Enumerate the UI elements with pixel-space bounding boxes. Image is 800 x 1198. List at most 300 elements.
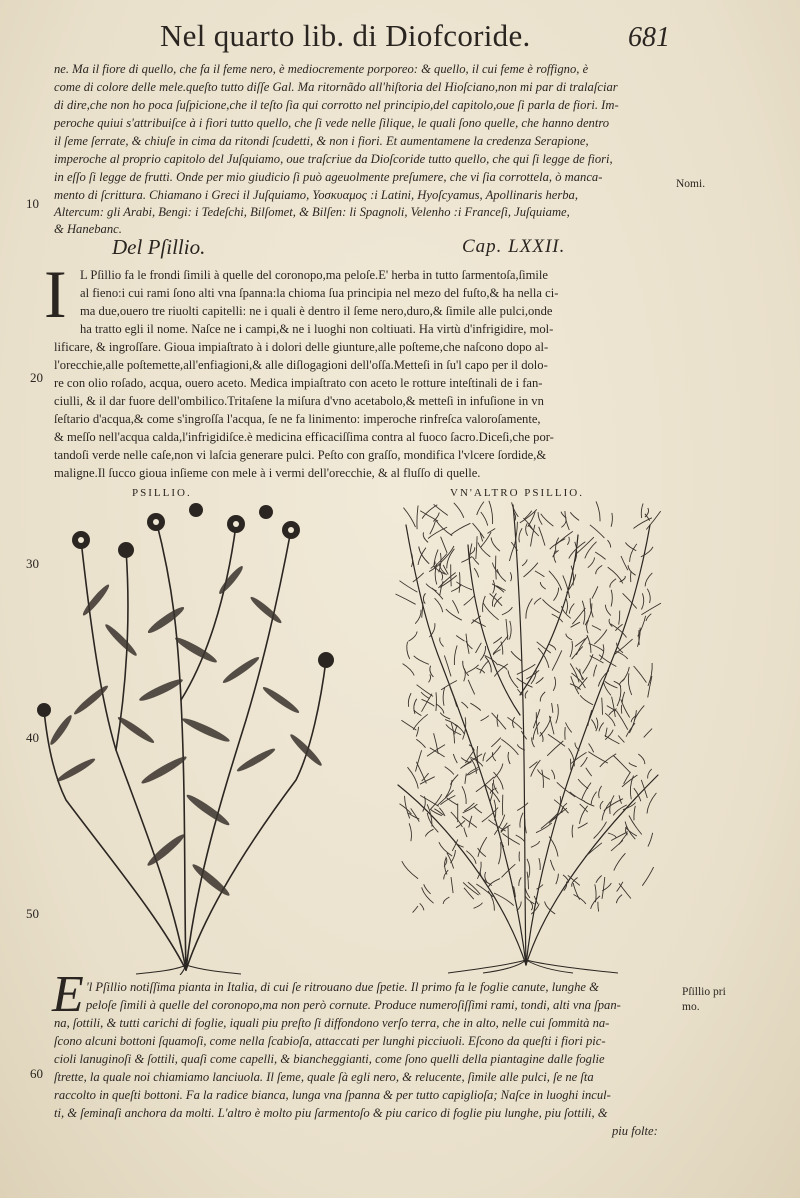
leaf-stroke: [531, 902, 533, 910]
leaf-stroke: [629, 763, 637, 767]
leaf-stroke: [416, 762, 426, 784]
leaf-stroke: [516, 835, 525, 842]
leaf-stroke: [617, 643, 623, 653]
leaf-stroke: [466, 634, 469, 654]
leaf-stroke: [493, 780, 498, 794]
leaf-stroke: [446, 609, 462, 620]
leaf-stroke: [494, 815, 505, 835]
text-line: ſtrette, la quale noi chiamiamo lanciuola. Il ſeme, quale ſà egli nero, & relucente, ſimile alle pulci, ſe ne ſta: [54, 1070, 594, 1084]
leaf-stroke: [510, 572, 511, 581]
leaf-stroke: [610, 579, 616, 588]
leaf-stroke: [519, 528, 522, 542]
text-line: ne. Ma il fiore di quello, che fa il feme nero, è mediocremente porporeo: & quello, il cui feme è roffigno, è: [54, 62, 589, 76]
margin-note-nomi: Nomi.: [676, 178, 706, 190]
leaf-stroke: [646, 614, 651, 621]
margin-note-psillio: Pſillio pri: [682, 986, 726, 998]
leaf-stroke: [408, 767, 419, 788]
leaf-stroke: [619, 679, 625, 685]
leaf-stroke: [491, 538, 500, 552]
text-line: ti, & ſeminaſi anchora da molti. L'altro è molto piu ſarmentoſo & piu carico di foglie piu lunghe, piu ſottili, &: [54, 1106, 608, 1120]
leaf-stroke: [589, 744, 594, 753]
leaf-stroke: [502, 864, 516, 877]
plate-caption-right: VN'ALTRO PSILLIO.: [450, 487, 584, 499]
leaf-stroke: [463, 804, 478, 813]
leaf-stroke: [408, 632, 417, 642]
leaf-stroke: [494, 893, 514, 906]
leaf-stroke: [647, 589, 650, 603]
leaf-stroke: [594, 822, 607, 839]
text-line: peloſe ſimili à quelle del coronopo,ma non però cornute. Produce numeroſiſſimi rami, tondi, alti vna ſpan-: [86, 998, 621, 1012]
leaf-stroke: [509, 545, 514, 561]
text-line: tandoſi verde nelle caſe,non vi laſcia generare pulci. Peſto con graſſo, mondifica l'vlcere ſordide,&: [54, 448, 547, 462]
leaf-stroke: [464, 828, 467, 838]
leaf-stroke: [596, 501, 600, 521]
leaf-stroke: [461, 557, 472, 563]
text-line: L Pſillio fa le frondi ſimili à quelle del coronopo,ma peloſe.E' herba in tutto ſarmentoſa,ſimile: [80, 268, 548, 282]
text-line: ſeſtario d'acqua,& come s'ingroſſa l'acqua, ſe ne fa linimento: imperoche rinfreſca valoroſamente,: [54, 412, 541, 426]
text-line: re con olio roſado, acqua, ouero aceto. Medica impiaſtrato con aceto le rotture inteſtinali de i fan-: [54, 376, 543, 390]
leaf-stroke: [451, 877, 453, 893]
leaf-stroke: [585, 843, 602, 857]
leaf-stroke: [465, 750, 474, 764]
leaf-stroke: [561, 519, 566, 528]
margin-note-psillio: mo.: [682, 1001, 700, 1013]
leaf-stroke: [422, 887, 434, 903]
leaf-stroke: [438, 573, 455, 588]
leaf-stroke: [427, 745, 445, 757]
leaf-stroke: [451, 523, 471, 535]
leaf-stroke: [609, 619, 612, 627]
leaf-stroke: [553, 677, 555, 691]
leaf-stroke: [582, 601, 585, 625]
line-number: 60: [30, 1066, 43, 1081]
leaf-stroke: [622, 692, 625, 704]
leaf-stroke: [608, 833, 616, 838]
leaf-stroke: [413, 906, 418, 913]
text-line: imperoche al proprio capitolo del Juſquiamo, oue traſcriue da Dioſcoride tutto quello, che qui ſi legge de fiori,: [54, 152, 613, 166]
leaf-stroke: [572, 646, 583, 659]
leaf-stroke: [535, 571, 545, 577]
leaf-stroke: [481, 716, 489, 721]
leaf-stroke: [600, 801, 603, 809]
leaf-stroke: [644, 729, 652, 738]
leaf-stroke: [423, 593, 425, 603]
leaf-stroke: [645, 508, 649, 517]
leaf-stroke: [441, 546, 455, 563]
leaf-stroke: [531, 841, 540, 847]
leaf-stroke: [478, 543, 490, 557]
leaf-stroke: [432, 588, 443, 599]
drop-cap: E: [52, 966, 84, 1023]
leaf-stroke: [594, 665, 597, 677]
leaf-stroke: [400, 581, 418, 592]
leaf-stroke: [534, 598, 541, 605]
leaf-stroke: [618, 736, 624, 743]
leaf-stroke: [525, 888, 530, 898]
leaf-stroke: [538, 512, 542, 525]
chapter-number: Cap. LXXII.: [462, 236, 566, 257]
leaf-stroke: [586, 768, 592, 776]
text-line: lificare, & ingroſſare. Gioua impiaſtrato à i dolori delle giunture,alle poſteme,che naſcono dopo al-: [54, 340, 549, 354]
leaf-stroke: [502, 607, 512, 615]
leaf-stroke: [549, 716, 554, 735]
leaf-stroke: [552, 650, 562, 670]
text-line: na, ſottili, & tutti carichi di foglie, iquali piu preſto ſi diffondono verſo terra, che in alto, nelle cui ſommità na-: [54, 1016, 610, 1030]
leaf-stroke: [566, 599, 567, 614]
leaf-stroke: [417, 506, 418, 530]
leaf-stroke: [526, 523, 528, 536]
leaf-stroke: [517, 664, 536, 674]
leaf-stroke: [447, 798, 458, 805]
leaf-stroke: [602, 802, 611, 821]
leaf-stroke: [540, 692, 545, 702]
leaf-stroke: [417, 685, 433, 697]
leaf-stroke: [541, 514, 554, 526]
leaf-stroke: [497, 569, 506, 581]
leaf-stroke: [517, 803, 528, 811]
leaf-stroke: [539, 527, 545, 546]
leaf-stroke: [550, 860, 554, 871]
leaf-stroke: [526, 599, 533, 619]
leaf-stroke: [582, 783, 591, 800]
line-number: 50: [26, 906, 39, 921]
leaf-stroke: [571, 622, 580, 627]
leaf-stroke: [508, 826, 509, 845]
leaf-stroke: [611, 624, 627, 638]
text-line: al fieno:i cui rami ſono alti vna ſpanna:la chioma ſua principia nel mezo del fuſto,& ha nella ci-: [80, 286, 559, 300]
leaf-stroke: [414, 656, 429, 665]
leaf-stroke: [413, 714, 428, 730]
leaf-stroke: [508, 752, 510, 764]
leaf-stroke: [459, 572, 460, 593]
leaf-stroke: [602, 698, 603, 715]
leaf-stroke: [473, 620, 486, 627]
leaf-stroke: [474, 568, 478, 577]
leaf-stroke: [641, 780, 647, 798]
leaf-stroke: [493, 637, 502, 643]
line-number: 10: [26, 196, 39, 211]
leaf-stroke: [580, 695, 593, 705]
leaf-stroke: [474, 903, 483, 909]
leaf-stroke: [476, 643, 482, 653]
leaf-stroke: [401, 720, 416, 730]
leaf-stroke: [641, 547, 653, 557]
leaf-stroke: [565, 511, 569, 530]
leaf-stroke: [596, 718, 598, 731]
leaf-stroke: [494, 772, 504, 789]
text-line: ſcono alcuni bottoni ſquamoſi, come nella ſcabioſa, attaccati per lunghi picciuoli. Eſcono da queſti i fiori pic-: [54, 1034, 606, 1048]
leaf-stroke: [450, 687, 457, 706]
leaf-stroke: [641, 504, 643, 519]
leaf-stroke: [557, 782, 575, 797]
leaf-stroke: [464, 888, 474, 899]
leaf-stroke: [443, 897, 449, 904]
leaf-stroke: [647, 793, 656, 814]
leaf-stroke: [616, 895, 622, 904]
leaf-stroke: [508, 717, 523, 729]
leaf-stroke: [509, 621, 511, 640]
altro-psillio-woodcut-illustration: [388, 495, 670, 975]
leaf-stroke: [592, 626, 601, 631]
leaf-stroke: [536, 823, 552, 833]
drop-cap: I: [44, 256, 67, 332]
leaf-stroke: [416, 750, 422, 771]
leaf-stroke: [611, 513, 612, 527]
text-line: peroche quiui s'attribuiſce à i fiori tutto quello, che ſi vede nelle ſilique, le quali ſono quelle, che hanno dentro: [54, 116, 610, 130]
leaf-stroke: [493, 580, 495, 593]
leaf-stroke: [617, 685, 621, 706]
text-line: mento di ſcrittura. Chiamano i Greci il Juſquiamo, Υοσκυαμος :i Latini, Hyoſcyamus, Apollinaris herba,: [54, 188, 578, 202]
leaf-stroke: [581, 757, 588, 767]
leaf-stroke: [617, 711, 628, 729]
leaf-stroke: [451, 564, 452, 586]
leaf-stroke: [491, 738, 501, 747]
leaf-stroke: [496, 556, 497, 580]
leaf-stroke: [549, 571, 562, 591]
leaf-stroke: [464, 669, 466, 682]
leaf-stroke: [552, 614, 563, 622]
leaf-stroke: [489, 879, 501, 887]
leaf-stroke: [450, 775, 458, 785]
leaf-stroke: [452, 600, 458, 613]
leaf-stroke: [628, 673, 631, 695]
leaf-stroke: [595, 552, 605, 559]
text-line: il ſeme ſerrate, & chiuſe in cima da ritondi ſcudetti, & non i fiori. Et aumentamene la credenza Serapione,: [54, 134, 589, 148]
leaf-stroke: [454, 503, 464, 518]
leaf-stroke: [540, 582, 545, 589]
leaf-stroke: [436, 692, 437, 711]
leaf-stroke: [424, 884, 431, 894]
leaf-stroke: [538, 769, 550, 779]
leaf-stroke: [634, 806, 635, 820]
text-line: l'orecchie,alle poſtemette,all'enfiagioni,& alle diſlogagioni dell'oſſa.Metteſi in ſu'l capo per il dolo-: [54, 358, 548, 372]
leaf-stroke: [594, 630, 607, 645]
leaf-stroke: [435, 598, 443, 612]
leaf-stroke: [501, 739, 518, 755]
leaf-stroke: [588, 558, 595, 568]
leaf-stroke: [497, 715, 498, 727]
leaf-stroke: [583, 654, 594, 673]
leaf-stroke: [477, 746, 478, 763]
leaf-stroke: [499, 842, 502, 864]
text-line: ha tratto egli il nome. Naſce ne i campi,& ne i luoghi non coltiuati. Ha virtù d'infrigidire, mol-: [80, 322, 554, 336]
leaf-stroke: [465, 773, 466, 783]
leaf-stroke: [552, 770, 555, 779]
leaf-stroke: [434, 550, 438, 565]
leaf-stroke: [638, 754, 645, 764]
leaf-stroke: [607, 706, 617, 712]
leaf-stroke: [508, 670, 518, 688]
leaf-stroke: [528, 525, 539, 536]
leaf-stroke: [648, 676, 652, 698]
leaf-stroke: [590, 525, 605, 538]
line-number: 40: [26, 730, 39, 745]
leaf-stroke: [598, 902, 599, 912]
leaf-stroke: [451, 723, 454, 744]
leaf-stroke: [608, 567, 623, 583]
leaf-stroke: [476, 777, 494, 792]
leaf-stroke: [461, 702, 468, 708]
psillio-woodcut-illustration: [36, 500, 336, 975]
leaf-stroke: [576, 668, 583, 681]
leaf-stroke: [572, 608, 585, 624]
leaf-stroke: [464, 596, 475, 606]
leaf-stroke: [591, 719, 595, 728]
leaf-stroke: [552, 703, 553, 713]
leaf-stroke: [576, 636, 588, 655]
leaf-stroke: [628, 565, 636, 575]
leaf-stroke: [566, 634, 572, 640]
leaf-stroke: [612, 697, 616, 717]
leaf-stroke: [529, 762, 537, 768]
leaf-stroke: [402, 861, 418, 879]
leaf-stroke: [473, 523, 485, 538]
leaf-stroke: [605, 605, 611, 616]
leaf-stroke: [569, 604, 574, 614]
leaf-stroke: [407, 642, 410, 659]
leaf-stroke: [641, 603, 661, 615]
text-line: raccolto in queſti bottoni. Fa la radice bianca, lunga vna ſpanna & per tutto capiglioſa; Naſce in luoghi incul-: [54, 1088, 611, 1102]
leaf-stroke: [605, 713, 615, 726]
leaf-stroke: [614, 853, 626, 870]
leaf-stroke: [480, 660, 489, 673]
leaf-stroke: [619, 611, 620, 625]
text-line: & meſſo nell'acqua calda,l'infrigidiſce.è medicina efficaciſſima contra al fuoco ſacro.Diceſi,che por-: [54, 430, 554, 444]
leaf-stroke: [609, 709, 617, 716]
leaf-stroke: [520, 509, 537, 523]
leaf-stroke: [519, 877, 521, 886]
leaf-stroke: [525, 691, 528, 699]
leaf-stroke: [596, 876, 602, 883]
leaf-stroke: [480, 646, 485, 661]
leaf-stroke: [430, 521, 436, 535]
leaf-stroke: [611, 590, 612, 607]
leaf-stroke: [483, 753, 486, 762]
leaf-stroke: [511, 651, 522, 661]
leaf-stroke: [474, 806, 482, 813]
leaf-stroke: [416, 739, 425, 748]
leaf-stroke: [605, 728, 607, 737]
leaf-stroke: [548, 734, 565, 746]
leaf-stroke: [423, 532, 428, 542]
text-line: ma due,ouero tre riuolti capitelli: ne i quali è dentro il ſeme nero,duro,& ſimile alle pulci,onde: [80, 304, 553, 318]
leaf-stroke: [638, 616, 646, 637]
leaf-stroke: [456, 582, 472, 590]
leaf-stroke: [599, 723, 604, 732]
leaf-stroke: [441, 537, 448, 553]
leaf-stroke: [642, 593, 644, 609]
leaf-stroke: [431, 794, 442, 809]
leaf-stroke: [596, 565, 603, 574]
leaf-stroke: [648, 833, 653, 847]
catchword: piu folte:: [612, 1124, 658, 1138]
leaf-stroke: [570, 641, 572, 657]
leaf-stroke: [436, 704, 444, 714]
leaf-stroke: [591, 792, 597, 805]
text-line: cioli lanuginoſi & ſottili, quaſi come capelli, & biancheggianti, come ſono quelli della piantagine dalle foglie: [54, 1052, 605, 1066]
leaf-stroke: [630, 544, 637, 562]
leaf-stroke: [488, 891, 494, 911]
leaf-stroke: [416, 727, 418, 737]
leaf-stroke: [440, 713, 450, 720]
leaf-stroke: [578, 779, 588, 789]
leaf-stroke: [621, 556, 628, 570]
leaf-stroke: [536, 677, 544, 683]
leaf-stroke: [429, 674, 431, 682]
leaf-stroke: [577, 537, 594, 553]
leaf-stroke: [443, 687, 445, 706]
leaf-stroke: [454, 646, 457, 666]
leaf-stroke: [646, 511, 660, 529]
leaf-stroke: [413, 573, 424, 582]
leaf-stroke: [580, 806, 588, 824]
text-line: maligne.Il ſucco gioua inſieme con mele à i vermi dell'orecchie, & al fluſſo di quelle.: [54, 466, 481, 480]
leaf-stroke: [409, 823, 411, 841]
leaf-stroke: [486, 746, 501, 762]
leaf-stroke: [622, 775, 638, 787]
leaf-stroke: [575, 743, 579, 751]
leaf-stroke: [556, 704, 559, 723]
leaf-stroke: [440, 638, 444, 647]
text-line: in eſſo ſi legge de frutti. Onde per mio giudicio ſi può ageuolmente preſumere, che vi ſia corrottela, ò manca-: [54, 170, 603, 184]
leaf-stroke: [566, 723, 572, 733]
leaf-stroke: [531, 760, 541, 777]
leaf-stroke: [403, 508, 415, 527]
leaf-stroke: [503, 834, 520, 845]
leaf-stroke: [613, 756, 630, 773]
leaf-stroke: [522, 560, 527, 566]
leaf-stroke: [439, 842, 452, 856]
leaf-stroke: [403, 664, 415, 676]
leaf-stroke: [645, 573, 652, 587]
leaf-stroke: [567, 537, 569, 545]
leaf-stroke: [538, 648, 549, 668]
leaf-stroke: [476, 536, 477, 559]
text-line: & Hanebanc.: [54, 222, 122, 236]
leaf-stroke: [462, 786, 466, 804]
text-line: 'l Pſillio notiſſima pianta in Italia, di cui ſe ritrouano due ſpetie. Il primo fa le foglie canute, lunghe &: [86, 980, 599, 994]
leaf-stroke: [441, 681, 457, 690]
leaf-stroke: [492, 713, 506, 730]
leaf-stroke: [608, 540, 611, 547]
running-head: Nel quarto lib. di Diofcoride.: [160, 18, 531, 53]
leaf-stroke: [542, 770, 544, 788]
leaf-stroke: [554, 588, 559, 601]
text-line: Altercum: gli Arabi, Bengi: i Tedeſchi, Bilſomet, & Bilſen: li Spagnoli, Velenho :i Franceſi, Juſquiame,: [54, 205, 570, 219]
leaf-stroke: [588, 710, 592, 726]
leaf-stroke: [520, 813, 523, 828]
leaf-stroke: [426, 584, 437, 591]
leaf-stroke: [605, 736, 620, 744]
text-line: di dire,che non ho poca ſuſpicione,che il teſto ſia qui corrotto nel principio,del capitolo,oue ſi parla de fiori. Im-: [54, 98, 619, 112]
leaf-stroke: [527, 872, 528, 890]
leaf-stroke: [415, 610, 421, 624]
leaf-stroke: [591, 896, 600, 909]
leaf-stroke: [570, 512, 579, 520]
leaf-stroke: [490, 594, 503, 606]
leaf-stroke: [456, 636, 464, 642]
leaf-stroke: [425, 829, 433, 836]
leaf-stroke: [611, 840, 623, 851]
leaf-stroke: [583, 801, 594, 807]
plate-caption-left: PSILLIO.: [132, 487, 192, 499]
leaf-stroke: [396, 594, 416, 604]
leaf-stroke: [648, 769, 652, 779]
text-line: ciulli, & il dar fuore dell'ombilico.Tritaſene la miſura d'vno acetabolo,& metteſi in infuſione in vn: [54, 394, 544, 408]
leaf-stroke: [575, 639, 586, 647]
leaf-stroke: [621, 699, 630, 717]
line-number: 20: [30, 370, 43, 385]
